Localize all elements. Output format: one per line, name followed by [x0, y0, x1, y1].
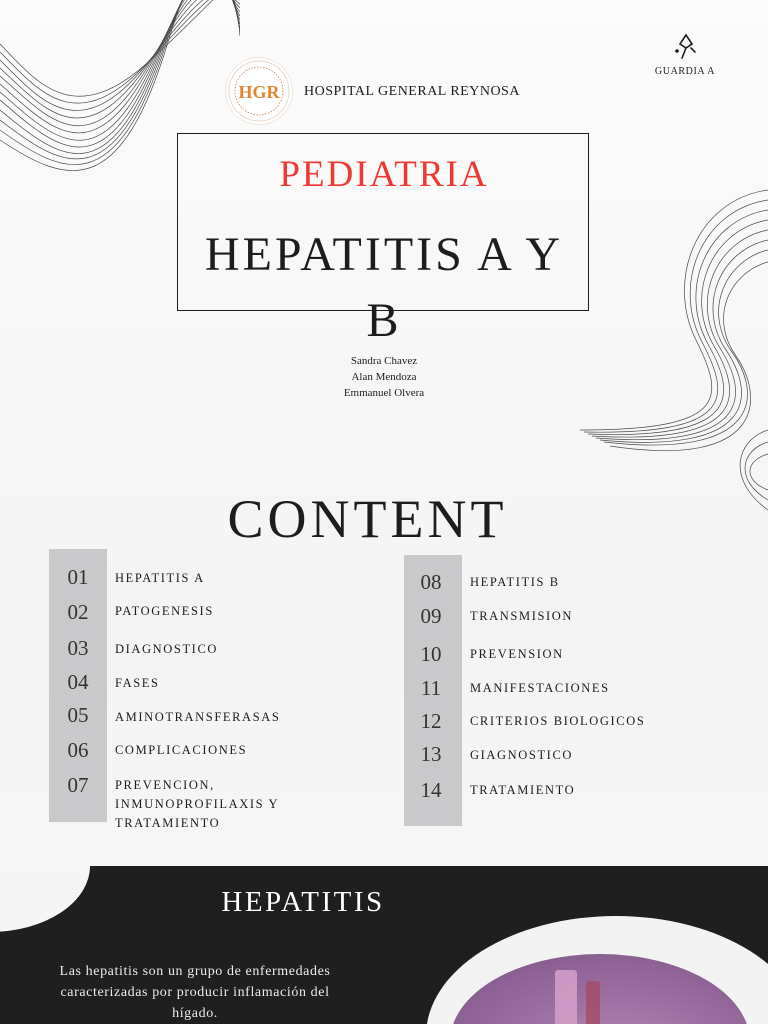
- contents-heading: [0, 488, 735, 550]
- toc-item-line: PREVENCION,: [115, 778, 215, 792]
- toc-item-prevension[interactable]: PREVENSION: [470, 647, 564, 661]
- toc-item-hepatitis-a[interactable]: HEPATITIS A: [115, 571, 205, 585]
- logo-initials: HGR: [238, 82, 280, 102]
- hospital-name: HOSPITAL GENERAL REYNOSA: [304, 84, 520, 99]
- main-title: [177, 222, 591, 354]
- toc-item-line: TRATAMIENTO: [115, 816, 221, 830]
- main-title-line-1: HEPATITIS A Y: [204, 228, 564, 281]
- toc-number: 07: [67, 773, 89, 797]
- toc-item-complicaciones[interactable]: COMPLICACIONES: [115, 743, 248, 757]
- description-line: Las hepatitis son un grupo de enfermedades: [59, 964, 331, 979]
- toc-number: 14: [420, 778, 442, 802]
- guardia-logo-icon: [672, 32, 700, 62]
- toc-number: 08: [420, 570, 442, 594]
- author-name: Sandra Chavez: [350, 355, 418, 367]
- toc-item-giagnostico[interactable]: GIAGNOSTICO: [470, 748, 574, 762]
- toc-item-prevencion[interactable]: [115, 776, 279, 833]
- toc-item-aminotransferasas[interactable]: AMINOTRANSFERASAS: [115, 710, 281, 724]
- toc-number: 06: [67, 738, 89, 762]
- section-title: HEPATITIS: [221, 886, 385, 918]
- test-tube-icon: [555, 970, 577, 1024]
- authors-list: [284, 353, 484, 401]
- toc-number: 10: [420, 642, 442, 666]
- contents-heading-text: CONTENT: [227, 489, 508, 549]
- subject-title: PEDIATRIA: [279, 154, 489, 195]
- toc-number: 04: [67, 670, 89, 694]
- toc-number: 02: [67, 600, 89, 624]
- toc-item-transmision[interactable]: TRANSMISION: [470, 609, 574, 623]
- hospital-logo: [226, 58, 292, 124]
- author-name: Alan Mendoza: [351, 371, 417, 383]
- toc-item-patogenesis[interactable]: PATOGENESIS: [115, 604, 214, 618]
- main-title-line-2: B: [366, 294, 402, 347]
- wave-lines-right: [576, 180, 768, 520]
- toc-number: 09: [420, 604, 442, 628]
- guardia-label: GUARDIA A: [654, 66, 716, 77]
- description-line: hígado.: [172, 1006, 218, 1021]
- toc-item-diagnostico[interactable]: DIAGNOSTICO: [115, 642, 219, 656]
- toc-number: 13: [420, 742, 442, 766]
- toc-item-fases[interactable]: FASES: [115, 676, 160, 690]
- toc-number: 12: [420, 709, 442, 733]
- toc-item-tratamiento[interactable]: TRATAMIENTO: [470, 783, 576, 797]
- test-tube-icon: [586, 981, 600, 1024]
- toc-item-line: INMUNOPROFILAXIS Y: [115, 797, 280, 811]
- toc-number: 01: [67, 565, 89, 589]
- hospital-seal-icon: [226, 58, 292, 124]
- description-line: caracterizadas por producir inflamación del: [60, 985, 330, 1000]
- toc-item-criterios-biologicos[interactable]: CRITERIOS BIOLOGICOS: [470, 714, 646, 728]
- toc-number: 03: [67, 636, 89, 660]
- author-name: Emmanuel Olvera: [343, 387, 425, 399]
- toc-item-hepatitis-b[interactable]: HEPATITIS B: [470, 575, 560, 589]
- toc-number: 05: [67, 703, 89, 727]
- corner-white-shape: [0, 866, 90, 932]
- section-description: [20, 961, 370, 1024]
- toc-number: 11: [420, 676, 442, 700]
- toc-item-manifestaciones[interactable]: MANIFESTACIONES: [470, 681, 610, 695]
